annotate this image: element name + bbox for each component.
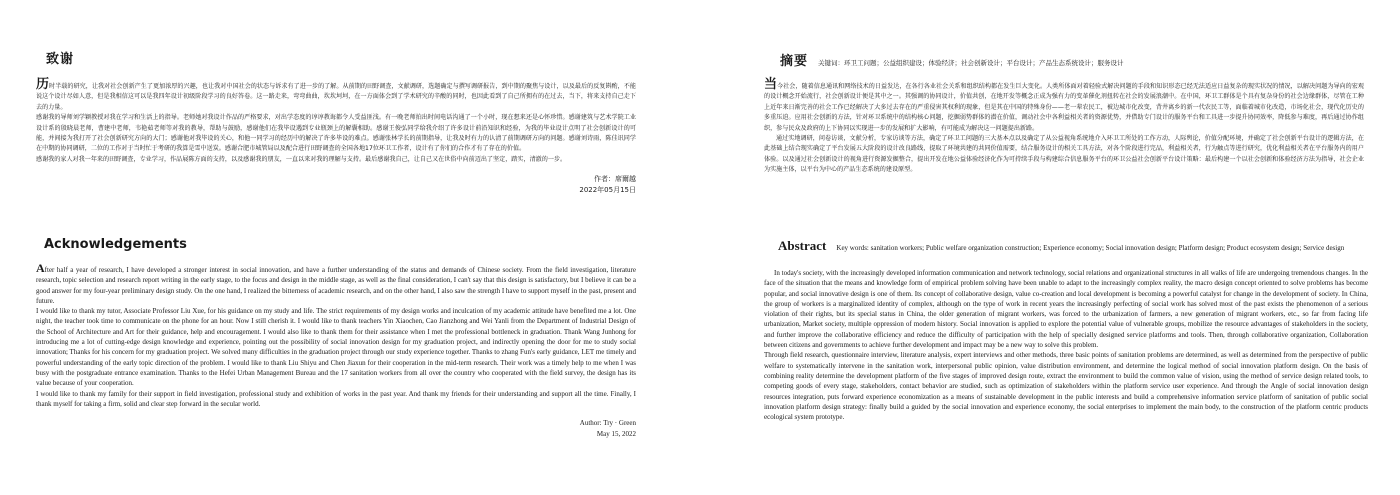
abstract-cn-para-1 [764, 77, 1364, 134]
abstract-en-section [764, 238, 1368, 422]
ack-en-para-2: I would like to thank my tutor, Associate Professor Liu Xue, for his guidance on my study and life. The strict requirements of my design works and inculcation of my academic attitude have benefited me a lot. One night, the teacher took time to communicate on the phone for an hour. Now I still cherish it. I would like to thank teachers Yin Xiaochen, Cao Jianzhong and Wei Yanli from the Department of Industrial Design of the School of Architecture and Art for their guidance, help and encouragement. I would also like to thank them for their assistance when I met the professional bottleneck in graduation. Thank Wang Junhong for introducing me a lot of cutting-edge design knowledge and experience, pointing out the possibility of social innovation design for my graduation project, and indirectly opening the door for me to study social innovation; Thanks for his concern for my graduation project. We solved many difficulties in the graduation project through our study experience together. Thanks to zhang Fun's early guidance, LET me timely and powerful understanding of the early topic direction of the problem. I would like to thank Liu Shiyu and Chen Jiaxun for their cooperation in the mid-term research. Their work was a timely help to me when I was busy with the postgraduate entrance examination. Thanks to the Hefei Urban Management Bureau and the 17 sanitation workers from all over the country who cooperated with the field survey, the design has its value because of your cooperation. [36, 307, 636, 388]
abstract-en-para-1: In today's society, with the increasingly developed information communication and network technology, social relations and organizational structures in all walks of life are undergoing tremendous changes. In the face of the situation that the means and knowledge form of empirical problem solving have been unable to adapt to the increasingly complex reality, the macro design concept oriented to solve problems has become popular, and social innovative design is one of them. Its concept of collaborative design, value co-creation and local development is becoming a powerful catalyst for change in the development of society. In China, the group of workers is a marginalized identity of complex, although on the type of work in recent years the increasingly perfecting of social work has solved most of the past exists the phenomenon of a serious violation of their rights, but its special status in China, the older generation of migrant workers, was forced to the urbanization of farmers, a new generation of migrant workers, etc., so far from facing life urbanization, Market society, multiple oppression of modern history. Social innovation is applied to explore the potential value of vulnerable groups, mobilize the resource advantages of stakeholders in the society, and further improve the collaborative efficiency and reduce the difficulty of participation with the help of specially designed service platforms and tools. Then, through collaborative organization, Collaboration between citizens and governments to achieve further development and impact may be a new way to solve this problem. [764, 269, 1368, 350]
abstract-cn-title: 摘要 [780, 54, 809, 69]
abstract-en-header [778, 238, 1368, 254]
ack-en-body-1: fter half a year of research, I have developed a stronger interest in social innovation, and have a further understanding of the status and demands of Chinese society. From the field investigation, literature research, topic selection and research report writing in the early stage, to the focus and design in the middle stage, as well as the final consideration, I can't say that this design is satisfactory, but I believe it can be a good answer for my four-year preliminary design study. On the one hand, I realized the bitterness of academic research, and on the other hand, I also saw the strength I have to support myself in the past, present and future. [36, 266, 636, 305]
ack-cn-drop-cap: 历 [36, 77, 50, 92]
ack-en-section [36, 237, 636, 439]
abstract-en-para-2: Through field research, questionnaire interview, literature analysis, expert interviews and other methods, three basic points of sanitation problems are determined, as well as determined from the perspective of public welfare to systematically intervene in the sanitation work, interpersonal public opinion, value distribution environment, and determine the logical method of social innovation platform design. On the basis of combining reality determine the development platform of the five stages of improved design route, extract the environment to build the common value of vision, using the method of service design related tools, to competing goods of every stage, stakeholders, contact behavior are studied, such as optimization of stakeholders within the platform service user experience. And through the Angle of social innovation design resources integration, puts forward experience economization as a means of sustainable development in the public interests and build a comprehensive information service platform of sanitation of public social innovation platform design strategy: finally build a guided by the social innovation and experience economy, the social enterprises to implement the main body, to the construction of the platform centric products ecological system prototype. [764, 351, 1368, 422]
ack-cn-para-3: 感谢我的家人对我一年来的田野调查，专业学习，作品展陈方面的支持，以及感谢我的朋友，一直以来对我的理解与支持。最后感谢我自己，让自己又在世俗中向前迈出了坚定，踏实，清澈的一步。 [36, 155, 567, 163]
abstract-cn-body-1: 今社会，随着信息通讯和网络技术的日益发达，在各行各业社会关系和组织结构都在发生巨大变化。人类所体面对着轻验式解决问题的手段和知识形态已经无法适应日益复杂的现实状况的情况，以解决问题为导向的宏观的设计概念开始流行，社会创新设计便是其中之一。其强调的协同设计，价值共创，在地开发等概念正成为强有力的变革催化剂扭转在社会的发展浪潮中。在中国，环卫工群体是个具有复杂身份的社会边缘群体，尽管在工种上近年来日渐完善的社会工作已经解决了大多过去存在的严重侵害其权利的现象，但是其在中国的特殊身份——老一辈农民工，被边城市化改变，背井离乡的新一代农民工等，面临着城市化改造，市场化社会，现代化历史的多重压迫。应用社会创新的方法，针对环卫系统中的结构核心问题，挖掘弱势群体的潜在价值，调动社会中各利益相关者的资源优势，并借助专门设计的服务平台和工具进一步提升协同效率，降低参与难度，再后通过协作组织，参与民众及政府的上下协同以实现进一步的发展和扩大影响，有可能成为解决这一问题提出新路。 [764, 83, 1364, 132]
abstract-en-title: Abstract [778, 238, 827, 253]
abstract-en-keywords: Key words: sanitation workers; Public welfare organization construction; Experience economy; Social innovation design; Platform design; Product ecosystem design; Service design [836, 244, 1345, 252]
ack-en-drop-cap: A [36, 261, 45, 275]
abstract-cn-header [780, 50, 1364, 69]
ack-cn-para-2: 感谢我的导师刘学颖教授对我在学习和生活上的指导。老师她对我设计作品的严格要求，对出学态度的谆谆教诲都令人受益匪浅。有一晚老师拍出时间电话沟通了一个小时，现在想来还是心怀珍惜。感谢建筑与艺术学院工业设计系的殷晓晨老师，曹建中老师，韦艳茹老师等对我的教导，帮助与鼓励，感谢他们在我毕设遇到专业瓶颈上的解囊相助。感谢王俊弘同学给我介绍了许多设计前沿知识和经验，为我的毕业设计点明了社会创新设计的可能，并间接为我打开了社会创新研究方向的大门；感谢他对我毕设的关心，和他一同学习的经历中的解决了许多毕设的难点。感谢张林学长的前期指导，让我及时有力的认清了前期调研方向的问题。感谢刘诗雨，陈佳讯同学在中期的协同调研，二位的工作对于当时忙于考研的我算是雪中送炭。感谢合肥市城管局以及配合进行田野调查的全国各地17位环卫工作者，设计有了你们的合作才有了存在的价值。 [36, 114, 636, 153]
abstract-cn-para-2: 通过实地调研，问卷访谈，文献分析，专家访谈等方法，确定了环卫工问题的三大基本点以及确定了从公益视角系统地介入环卫工所处的工作方动，人际舆论，价值分配环境，并确定了社会创新平台设计的逻辑方法，在此基础上结合现实确定了平台发展五大阶段的设计改良路线，提取了环境共建的共同价值需要，结合服务设计的相关工具方法，对各个阶段进行完品，利益相关者，行为触点等进行研究，优化利益相关者在平台服务内的用户体验。以及通过社会创新设计的视角进行资源发掘整合，提出开发在地公益体验经济化作为可持续手段与构建综合信息服务平台的环卫公益社会创新平台设计策略：最后构建一个以社会创新和体验经济方法为指导，社会企业为实施主体，以平台为中心的产品生态系统的建设原型。 [764, 135, 1364, 174]
ack-cn-para-1 [36, 77, 636, 113]
ack-cn-section [36, 48, 636, 196]
ack-en-author: Author: Try · Green [579, 419, 636, 428]
abstract-cn-keywords: 关键词：环卫工问题；公益组织建设；体验经济；社会创新设计；平台设计；产品生态系统设计；服务设计 [818, 59, 1124, 67]
ack-en-date: May 15, 2022 [596, 429, 636, 438]
abstract-cn-section [764, 50, 1364, 176]
ack-en-para-3: I would like to thank my family for their support in field investigation, professional study and exhibition of works in the past year. And thank my friends for their understanding and support all the time. Finally, I thank myself for taking a firm, solid and clear step forward in the secular world. [36, 389, 636, 408]
ack-cn-date: 2022年05月15日 [579, 186, 636, 195]
ack-cn-body-1: 时半载的研究，让我对社会创新产生了更加浓厚的兴趣，也让我对中国社会的状态与诉求有了进一步的了解。从前期的田野调查，文献调研，选题确定与撰写调研报告，到中期的聚焦与设计，以及最后的反复斟酌，不能说这个设计尽如人意，但是我相信这可以是我四年设计初级阶段学习的良好答卷。这一路走来，弯弯曲曲，坎坎坷坷，在一方面体会到了学术研究的辛酸的同时，也因此看到了自己所拥有的在过去，当下，将来支持自己走下去的力量。 [36, 83, 636, 111]
abstract-cn-drop-cap: 当 [764, 77, 778, 92]
ack-en-para-1 [36, 263, 636, 306]
ack-cn-author: 作者：席爾越 [594, 175, 636, 184]
ack-en-title: Acknowledgements [44, 237, 187, 252]
ack-cn-title: 致谢 [46, 52, 75, 67]
